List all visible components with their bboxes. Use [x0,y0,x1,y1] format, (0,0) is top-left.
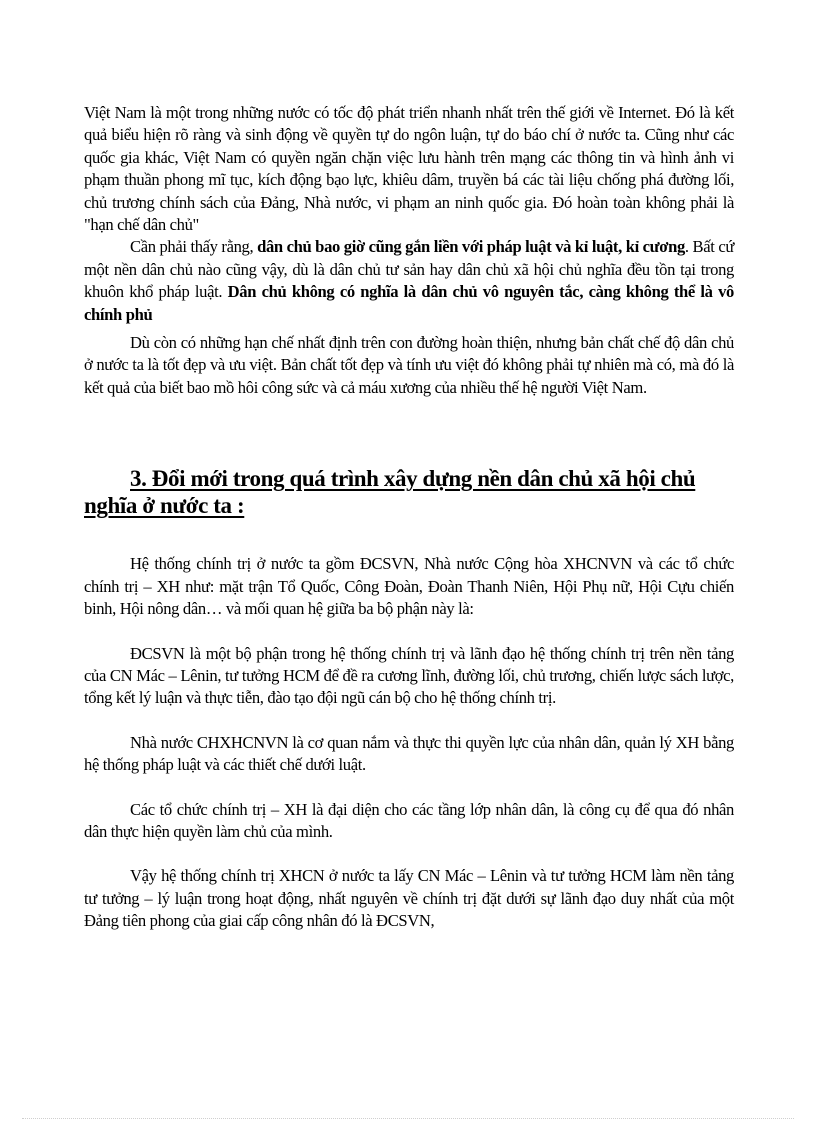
paragraph-democracy-and-law-body: . Bất cứ một nền dân chủ nào cũng vậy, dù là dân chủ tư sản hay dân chủ xã hội chủ nghĩa đều tồn tại trong khuôn khổ pháp luật. [84,237,734,302]
page-bottom-border [22,1118,794,1119]
paragraph-party-role: ĐCSVN là một bộ phận trong hệ thống chính trị và lãnh đạo hệ thống chính trị trên nền tảng của CN Mác – Lênin, tư tưởng HCM để đề ra cương lĩnh, đường lối, chủ trương, chiến lược sách lược, tổng kết lý luận và thực tiễn, đào tạo đội ngũ cán bộ cho hệ thống chính trị. [84,643,734,708]
bold-democracy-not-anarchy: Dân chủ không có nghĩa là dân chủ vô nguyên tắc, càng không thể là vô chính phủ [84,282,735,324]
paragraph-organizations-role: Các tổ chức chính trị – XH là đại diện cho các tầng lớp nhân dân, là công cụ để qua đó nhân dân thực hiện quyền làm chủ của mình. [84,799,734,841]
paragraph-democracy-and-law-intro: Cần phải thấy rằng, [130,237,258,257]
bold-democracy-law-discipline: dân chủ bao giờ cũng gắn liền với pháp luật và kỉ luật, kỉ cương [257,237,685,257]
section-heading-3: 3. Đổi mới trong quá trình xây dựng nền dân chủ xã hội chủ nghĩa ở nước ta : [84,466,696,519]
paragraph-political-system: Hệ thống chính trị ở nước ta gồm ĐCSVN, Nhà nước Cộng hòa XHCNVN và các tổ chức chính trị – XH như: mặt trận Tổ Quốc, Công Đoàn, Đoàn Thanh Niên, Hội Phụ nữ, Hội Cựu chiến binh, Hội nông dân… và mối quan hệ giữa ba bộ phận này là: [84,554,734,619]
paragraph-conclusion: Vậy hệ thống chính trị XHCN ở nước ta lấy CN Mác – Lênin và tư tưởng HCM làm nền tảng tư tưởng – lý luận trong hoạt động, nhất nguyên về chính trị đặt dưới sự lãnh đạo duy nhất của một Đảng tiên phong của giai cấp công nhân đó là ĐCSVN, [84,866,734,931]
paragraph-internet-freedom: Việt Nam là một trong những nước có tốc độ phát triển nhanh nhất trên thế giới về Internet. Đó là kết quả biểu hiện rõ ràng và sinh động về quyền tự do ngôn luận, tự do báo chí ở nước ta. Cũng như các quốc gia khác, Việt Nam có quyền ngăn chặn việc lưu hành trên mạng các thông tin và hình ảnh vi phạm thuần phong mĩ tục, kích động bạo lực, khiêu dâm, truyền bá các tài liệu chống phá đường lối, chủ trương chính sách của Đảng, Nhà nước, vi phạm an ninh quốc gia. Đó hoàn toàn không phải là "hạn chế dân chủ" [84,103,734,235]
paragraph-democracy-nature: Dù còn có những hạn chế nhất định trên con đường hoàn thiện, nhưng bản chất chế độ dân chủ ở nước ta là tốt đẹp và ưu việt. Bản chất tốt đẹp và tính ưu việt đó không phải tự nhiên mà có, mà đó là kết quả của biết bao mồ hôi công sức và cả máu xương của nhiều thế hệ người Việt Nam. [84,333,734,397]
document-page [84,102,734,933]
paragraph-state-role: Nhà nước CHXHCNVN là cơ quan nắm và thực thi quyền lực của nhân dân, quản lý XH bằng hệ thống pháp luật và các thiết chế dưới luật. [84,732,734,775]
paragraph-democracy-and-law [84,236,734,326]
